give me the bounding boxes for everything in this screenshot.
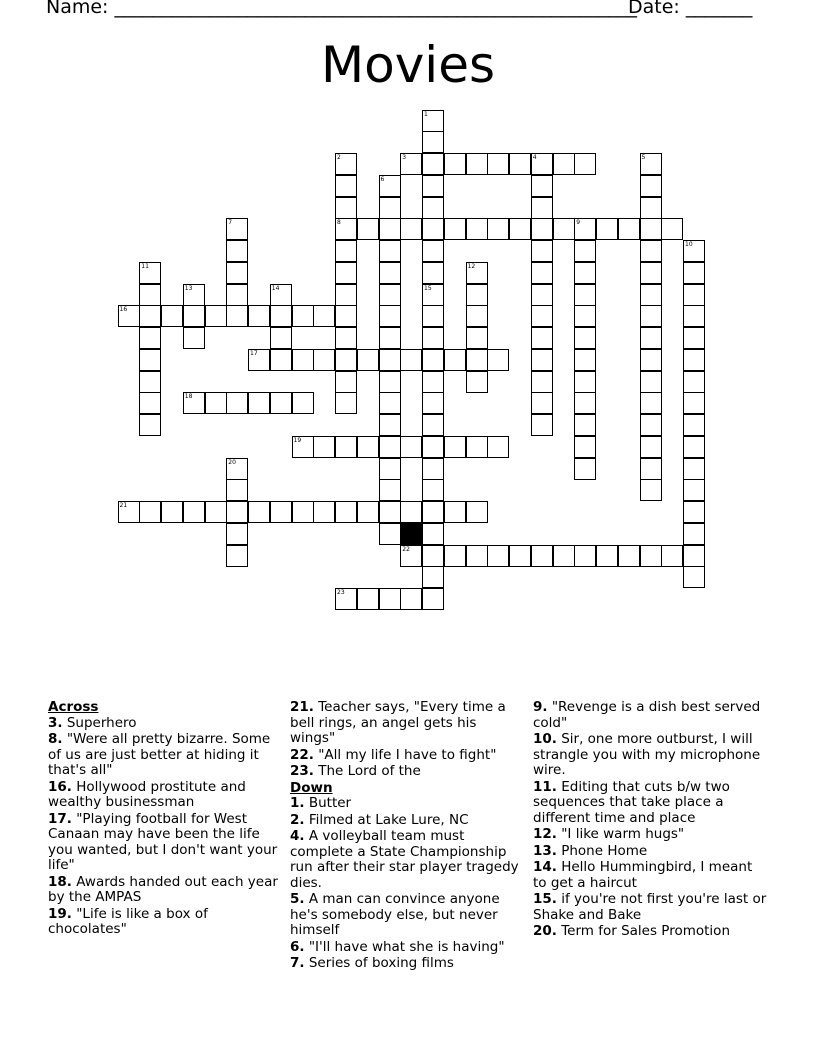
crossword-cell[interactable]	[574, 371, 596, 393]
clue-down: 4. A volleyball team must complete a State Championship run after their star player tragedy dies.	[290, 828, 519, 891]
crossword-cell[interactable]	[292, 349, 314, 371]
crossword-cell[interactable]	[400, 588, 422, 610]
crossword-cell[interactable]	[205, 392, 227, 414]
crossword-cell[interactable]	[335, 175, 357, 197]
crossword-cell[interactable]	[683, 414, 705, 436]
crossword-cell[interactable]	[574, 305, 596, 327]
crossword-cell[interactable]	[379, 218, 401, 240]
crossword-cell[interactable]	[226, 262, 248, 284]
crossword-cell[interactable]	[683, 371, 705, 393]
crossword-cell[interactable]	[661, 545, 683, 567]
crossword-cell[interactable]	[357, 349, 379, 371]
name-field-label[interactable]: Name: _______________________________________________________	[46, 0, 637, 18]
crossword-cell[interactable]	[226, 501, 248, 523]
crossword-cell[interactable]	[270, 284, 292, 306]
crossword-cell[interactable]	[379, 588, 401, 610]
crossword-cell[interactable]	[683, 501, 705, 523]
crossword-cell[interactable]	[379, 349, 401, 371]
clue-across: 22. "All my life I have to fight"	[290, 746, 497, 763]
crossword-cell[interactable]	[379, 197, 401, 219]
clues-column-2	[290, 700, 524, 973]
crossword-cell[interactable]	[422, 501, 444, 523]
crossword-cell[interactable]	[248, 501, 270, 523]
crossword-cell[interactable]	[422, 566, 444, 588]
crossword-cell[interactable]	[379, 175, 401, 197]
cell-number: 5	[641, 154, 646, 161]
crossword-cell[interactable]	[161, 305, 183, 327]
crossword-cell[interactable]	[357, 501, 379, 523]
cell-number: 4	[532, 154, 537, 161]
crossword-cell[interactable]	[248, 305, 270, 327]
crossword-cell[interactable]	[574, 458, 596, 480]
crossword-cell[interactable]	[226, 240, 248, 262]
crossword-cell[interactable]	[422, 436, 444, 458]
crossword-cell[interactable]	[531, 240, 553, 262]
cell-number: 19	[293, 436, 302, 444]
crossword-cell[interactable]	[205, 501, 227, 523]
crossword-cell[interactable]	[487, 153, 509, 175]
crossword-cell[interactable]	[683, 284, 705, 306]
crossword-cell[interactable]	[422, 175, 444, 197]
crossword-cell[interactable]	[640, 479, 662, 501]
clue-down: 10. Sir, one more outburst, I will strangle you with my microphone wire.	[533, 731, 761, 778]
crossword-cell[interactable]	[183, 392, 205, 414]
crossword-cell[interactable]	[574, 414, 596, 436]
crossword-cell[interactable]	[531, 349, 553, 371]
cell-number: 13	[184, 284, 193, 292]
crossword-cell[interactable]	[400, 545, 422, 567]
crossword-cell[interactable]	[444, 218, 466, 240]
crossword-cell[interactable]	[574, 240, 596, 262]
crossword-cell[interactable]	[226, 305, 248, 327]
crossword-cell[interactable]	[118, 501, 140, 523]
clue-across: 18. Awards handed out each year by the AMPAS	[48, 873, 278, 905]
crossword-cell[interactable]	[379, 414, 401, 436]
crossword-cell[interactable]	[683, 566, 705, 588]
crossword-cell[interactable]	[226, 284, 248, 306]
blocked-cell	[400, 523, 422, 545]
crossword-cell[interactable]	[574, 284, 596, 306]
crossword-cell[interactable]	[683, 327, 705, 349]
crossword-cell[interactable]	[335, 588, 357, 610]
crossword-cell[interactable]	[379, 284, 401, 306]
crossword-cell[interactable]	[183, 305, 205, 327]
crossword-cell[interactable]	[379, 327, 401, 349]
crossword-cell[interactable]	[422, 218, 444, 240]
crossword-cell[interactable]	[640, 305, 662, 327]
crossword-cell[interactable]	[292, 305, 314, 327]
date-field-label[interactable]: Date: _______	[628, 0, 753, 18]
crossword-cell[interactable]	[183, 284, 205, 306]
crossword-cell[interactable]	[422, 327, 444, 349]
crossword-cell[interactable]	[379, 371, 401, 393]
crossword-cell[interactable]	[226, 479, 248, 501]
crossword-cell[interactable]	[640, 436, 662, 458]
crossword-cell[interactable]	[270, 305, 292, 327]
cell-number: 10	[685, 241, 693, 248]
crossword-cell[interactable]	[422, 284, 444, 306]
crossword-cell[interactable]	[618, 545, 640, 567]
crossword-cell[interactable]	[379, 458, 401, 480]
crossword-cell[interactable]	[683, 349, 705, 371]
clue-down: 15. if you're not first you're last or Shake and Bake	[533, 891, 767, 923]
crossword-cell[interactable]	[422, 545, 444, 567]
crossword-cell[interactable]	[683, 479, 705, 501]
crossword-cell[interactable]	[139, 284, 161, 306]
crossword-cell[interactable]	[531, 327, 553, 349]
crossword-cell[interactable]	[335, 371, 357, 393]
crossword-cell[interactable]	[226, 523, 248, 545]
crossword-cell[interactable]	[335, 284, 357, 306]
crossword-cell[interactable]	[292, 501, 314, 523]
crossword-cell[interactable]	[379, 305, 401, 327]
crossword-cell[interactable]	[422, 349, 444, 371]
crossword-cell[interactable]	[335, 305, 357, 327]
clues-column-1	[48, 700, 280, 939]
crossword-cell[interactable]	[640, 414, 662, 436]
crossword-cell[interactable]	[357, 218, 379, 240]
crossword-cell[interactable]	[270, 327, 292, 349]
crossword-cell[interactable]	[531, 305, 553, 327]
crossword-cell[interactable]	[335, 436, 357, 458]
crossword-cell[interactable]	[531, 262, 553, 284]
crossword-cell[interactable]	[400, 501, 422, 523]
crossword-cell[interactable]	[422, 414, 444, 436]
crossword-cell[interactable]	[683, 392, 705, 414]
crossword-cell[interactable]	[139, 305, 161, 327]
crossword-cell[interactable]	[270, 349, 292, 371]
cell-number: 15	[424, 284, 432, 292]
crossword-cell[interactable]	[683, 240, 705, 262]
crossword-cell[interactable]	[139, 392, 161, 414]
crossword-cell[interactable]	[205, 305, 227, 327]
crossword-cell[interactable]	[139, 349, 161, 371]
crossword-cell[interactable]	[161, 501, 183, 523]
crossword-cell[interactable]	[531, 371, 553, 393]
crossword-cell[interactable]	[487, 218, 509, 240]
crossword-cell[interactable]	[248, 392, 270, 414]
crossword-cell[interactable]	[531, 414, 553, 436]
crossword-cell[interactable]	[422, 131, 444, 153]
crossword-cell[interactable]	[509, 218, 531, 240]
cell-number: 14	[271, 284, 280, 292]
crossword-cell[interactable]	[487, 349, 509, 371]
clue-across: 23. The Lord of the	[290, 763, 421, 779]
crossword-cell[interactable]	[531, 218, 553, 240]
crossword-cell[interactable]	[379, 523, 401, 545]
crossword-cell[interactable]	[640, 175, 662, 197]
crossword-cell[interactable]	[226, 545, 248, 567]
crossword-cell[interactable]	[226, 218, 248, 240]
cell-number: 17	[250, 349, 258, 357]
crossword-cell[interactable]	[422, 305, 444, 327]
crossword-cell[interactable]	[292, 436, 314, 458]
cell-number: 3	[402, 154, 407, 161]
crossword-cell[interactable]	[226, 458, 248, 480]
clue-down: 2. Filmed at Lake Lure, NC	[290, 811, 469, 828]
crossword-cell[interactable]	[466, 349, 488, 371]
clue-across: 19. "Life is like a box of chocolates"	[48, 905, 208, 937]
cell-number: 20	[228, 458, 236, 466]
clue-across: 8. "Were all pretty bizarre. Some of us are just better at hiding it that's all"	[48, 731, 271, 778]
crossword-cell[interactable]	[553, 545, 575, 567]
puzzle-title: Movies	[320, 36, 496, 94]
crossword-cell[interactable]	[400, 436, 422, 458]
crossword-cell[interactable]	[400, 218, 422, 240]
clue-down: 14. Hello Hummingbird, I meant to get a haircut	[533, 859, 753, 891]
cell-number: 6	[380, 175, 385, 183]
cell-number: 22	[402, 545, 410, 553]
crossword-cell[interactable]	[357, 436, 379, 458]
crossword-cell[interactable]	[683, 458, 705, 480]
crossword-cell[interactable]	[422, 153, 444, 175]
clue-down: 6. "I'll have what she is having"	[290, 938, 505, 955]
crossword-cell[interactable]	[422, 479, 444, 501]
clue-down: 1. Butter	[290, 795, 352, 811]
down-heading: Down	[290, 779, 333, 796]
crossword-cell[interactable]	[400, 349, 422, 371]
crossword-cell[interactable]	[487, 545, 509, 567]
cell-number: 9	[576, 219, 581, 227]
crossword-cell[interactable]	[335, 501, 357, 523]
crossword-cell[interactable]	[422, 392, 444, 414]
crossword-cell[interactable]	[574, 349, 596, 371]
crossword-cell[interactable]	[118, 305, 140, 327]
crossword-cell[interactable]	[422, 458, 444, 480]
clue-across: 17. "Playing football for West Canaan may have been the life you wanted, but I don't want your life"	[48, 810, 278, 873]
clue-down: 7. Series of boxing films	[290, 955, 454, 971]
crossword-cell[interactable]	[400, 153, 422, 175]
crossword-cell[interactable]	[313, 305, 335, 327]
crossword-cell[interactable]	[640, 392, 662, 414]
clue-down: 5. A man can convince anyone he's somebody else, but never himself	[290, 891, 500, 938]
crossword-cell[interactable]	[640, 262, 662, 284]
crossword-cell[interactable]	[335, 218, 357, 240]
clue-across: 21. Teacher says, "Every time a bell rings, an angel gets his wings"	[290, 699, 506, 746]
crossword-cell[interactable]	[618, 218, 640, 240]
cell-number: 1	[424, 110, 428, 118]
cell-number: 23	[337, 589, 345, 596]
crossword-cell[interactable]	[357, 588, 379, 610]
crossword-cell[interactable]	[313, 349, 335, 371]
cell-number: 7	[228, 219, 233, 227]
crossword-cell[interactable]	[509, 545, 531, 567]
crossword-cell[interactable]	[139, 414, 161, 436]
crossword-cell[interactable]	[531, 545, 553, 567]
crossword-cell[interactable]	[292, 392, 314, 414]
crossword-cell[interactable]	[379, 392, 401, 414]
cell-number: 8	[337, 219, 341, 227]
crossword-cell[interactable]	[335, 240, 357, 262]
crossword-cell[interactable]	[466, 305, 488, 327]
cell-number: 16	[119, 306, 128, 314]
crossword-cell[interactable]	[422, 262, 444, 284]
crossword-cell[interactable]	[466, 545, 488, 567]
crossword-cell[interactable]	[248, 349, 270, 371]
crossword-cell[interactable]	[574, 392, 596, 414]
crossword-cell[interactable]	[466, 327, 488, 349]
crossword-cell[interactable]	[466, 436, 488, 458]
crossword-cell[interactable]	[335, 392, 357, 414]
crossword-cell[interactable]	[640, 458, 662, 480]
crossword-cell[interactable]	[422, 588, 444, 610]
crossword-cell[interactable]	[531, 175, 553, 197]
crossword-cell[interactable]	[574, 327, 596, 349]
crossword-cell[interactable]	[422, 197, 444, 219]
crossword-cell[interactable]	[574, 436, 596, 458]
crossword-cell[interactable]	[574, 545, 596, 567]
clue-down: 9. "Revenge is a dish best served cold"	[533, 699, 761, 731]
crossword-cell[interactable]	[466, 371, 488, 393]
cell-number: 18	[184, 393, 193, 401]
cell-number: 21	[119, 502, 128, 509]
crossword-cell[interactable]	[444, 436, 466, 458]
clues-column-3	[533, 700, 769, 941]
crossword-cell[interactable]	[379, 436, 401, 458]
clue-across: 16. Hollywood prostitute and wealthy businessman	[48, 778, 246, 810]
crossword-cell[interactable]	[640, 240, 662, 262]
crossword-cell[interactable]	[683, 262, 705, 284]
crossword-cell[interactable]	[466, 153, 488, 175]
crossword-cell[interactable]	[466, 501, 488, 523]
crossword-cell[interactable]	[509, 153, 531, 175]
crossword-cell[interactable]	[139, 501, 161, 523]
crossword-cell[interactable]	[574, 153, 596, 175]
crossword-cell[interactable]	[487, 436, 509, 458]
crossword-cell[interactable]	[574, 262, 596, 284]
crossword-cell[interactable]	[139, 327, 161, 349]
crossword-cell[interactable]	[270, 501, 292, 523]
crossword-cell[interactable]	[139, 371, 161, 393]
crossword-cell[interactable]	[640, 284, 662, 306]
crossword-cell[interactable]	[683, 436, 705, 458]
crossword-cell[interactable]	[422, 523, 444, 545]
crossword-cell[interactable]	[531, 284, 553, 306]
crossword-cell[interactable]	[444, 153, 466, 175]
crossword-cell[interactable]	[596, 218, 618, 240]
crossword-cell[interactable]	[335, 327, 357, 349]
cell-number: 12	[467, 262, 476, 270]
crossword-cell[interactable]	[379, 262, 401, 284]
clue-down: 11. Editing that cuts b/w two sequences that take place a different time and place	[533, 778, 730, 826]
crossword-cell[interactable]	[466, 262, 488, 284]
crossword-cell[interactable]	[335, 349, 357, 371]
crossword-cell[interactable]	[640, 545, 662, 567]
crossword-cell[interactable]	[466, 218, 488, 240]
crossword-cell[interactable]	[139, 262, 161, 284]
clue-down: 13. Phone Home	[533, 842, 648, 859]
crossword-cell[interactable]	[531, 197, 553, 219]
crossword-cell[interactable]	[422, 110, 444, 132]
crossword-cell[interactable]	[335, 153, 357, 175]
crossword-cell[interactable]	[661, 218, 683, 240]
crossword-cell[interactable]	[335, 262, 357, 284]
crossword-cell[interactable]	[444, 349, 466, 371]
crossword-cell[interactable]	[640, 153, 662, 175]
crossword-cell[interactable]	[226, 392, 248, 414]
crossword-cell[interactable]	[640, 371, 662, 393]
clue-down: 12. "I like warm hugs"	[533, 826, 685, 842]
crossword-cell[interactable]	[313, 501, 335, 523]
crossword-cell[interactable]	[183, 501, 205, 523]
crossword-cell[interactable]	[422, 240, 444, 262]
crossword-cell[interactable]	[596, 545, 618, 567]
crossword-cell[interactable]	[553, 153, 575, 175]
crossword-cell[interactable]	[379, 501, 401, 523]
across-heading: Across	[48, 699, 99, 715]
crossword-cell[interactable]	[640, 218, 662, 240]
crossword-cell[interactable]	[422, 371, 444, 393]
crossword-cell[interactable]	[379, 479, 401, 501]
crossword-cell[interactable]	[444, 545, 466, 567]
crossword-cell[interactable]	[466, 284, 488, 306]
crossword-cell[interactable]	[640, 349, 662, 371]
crossword-cell[interactable]	[574, 218, 596, 240]
crossword-cell[interactable]	[379, 240, 401, 262]
crossword-cell[interactable]	[640, 327, 662, 349]
crossword-cell[interactable]	[531, 153, 553, 175]
crossword-cell[interactable]	[270, 392, 292, 414]
crossword-cell[interactable]	[313, 436, 335, 458]
clue-down: 20. Term for Sales Promotion	[533, 923, 730, 939]
crossword-cell[interactable]	[183, 327, 205, 349]
crossword-cell[interactable]	[335, 197, 357, 219]
crossword-cell[interactable]	[683, 305, 705, 327]
crossword-cell[interactable]	[640, 197, 662, 219]
crossword-cell[interactable]	[553, 218, 575, 240]
crossword-cell[interactable]	[531, 392, 553, 414]
crossword-cell[interactable]	[444, 501, 466, 523]
crossword-cell[interactable]	[683, 545, 705, 567]
cell-number: 11	[141, 262, 149, 270]
cell-number: 2	[337, 154, 341, 161]
crossword-cell[interactable]	[683, 523, 705, 545]
clue-across: 3. Superhero	[48, 714, 137, 731]
